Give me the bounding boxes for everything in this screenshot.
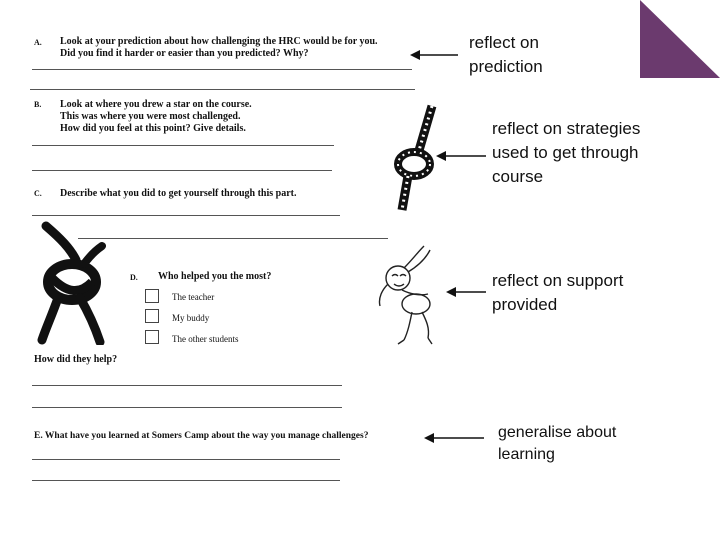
option-teacher-label: The teacher bbox=[172, 292, 215, 302]
callout-text: reflect on bbox=[469, 33, 539, 52]
section-d-question: Who helped you the most? bbox=[158, 271, 272, 282]
checkbox-buddy[interactable] bbox=[145, 309, 159, 323]
section-d-follow-up: How did they help? bbox=[34, 354, 118, 365]
rope-knot-icon bbox=[392, 102, 442, 214]
answer-line bbox=[32, 69, 412, 70]
arrow-left-icon bbox=[424, 432, 486, 444]
callout-text: course bbox=[492, 167, 544, 186]
answer-line bbox=[32, 407, 342, 408]
arrow-left-icon bbox=[410, 49, 460, 61]
section-b-question-line-3: How did you feel at this point? Give details. bbox=[60, 123, 246, 134]
answer-line bbox=[30, 89, 415, 90]
callout-generalise bbox=[498, 422, 616, 466]
section-a-question-line-1: Look at your prediction about how challenging the HRC would be for you. bbox=[60, 36, 378, 47]
section-b-letter: B. bbox=[34, 100, 42, 109]
section-c-question: Describe what you did to get yourself through this part. bbox=[60, 188, 297, 199]
answer-line bbox=[32, 145, 334, 146]
knot-icon bbox=[32, 220, 110, 345]
callout-text: used to get through bbox=[492, 143, 639, 162]
section-a-question-line-2: Did you find it harder or easier than you predicted? Why? bbox=[60, 48, 309, 59]
corner-triangle-decoration bbox=[640, 0, 720, 78]
answer-line bbox=[32, 385, 342, 386]
arrow-left-icon bbox=[436, 150, 488, 162]
checkbox-other-students[interactable] bbox=[145, 330, 159, 344]
answer-line bbox=[32, 480, 340, 481]
option-other-students-label: The other students bbox=[172, 334, 239, 344]
checkbox-teacher[interactable] bbox=[145, 289, 159, 303]
callout-strategies bbox=[492, 117, 640, 189]
callout-text: reflect on strategies bbox=[492, 119, 641, 138]
section-d-letter: D. bbox=[130, 273, 138, 282]
option-buddy-label: My buddy bbox=[172, 313, 210, 323]
callout-prediction bbox=[469, 31, 543, 79]
section-e-question: E. What have you learned at Somers Camp about the way you manage challenges? bbox=[34, 431, 369, 441]
arrow-left-icon bbox=[446, 286, 488, 298]
climber-icon bbox=[368, 240, 448, 350]
section-c-letter: C. bbox=[34, 189, 42, 198]
answer-line bbox=[32, 170, 332, 171]
callout-text: learning bbox=[498, 446, 555, 463]
callout-text: reflect on support bbox=[492, 271, 624, 290]
callout-text: prediction bbox=[469, 57, 543, 76]
callout-text: provided bbox=[492, 295, 558, 314]
answer-line bbox=[32, 215, 340, 216]
section-b-question-line-2: This was where you were most challenged. bbox=[60, 111, 241, 122]
section-b-question-line-1: Look at where you drew a star on the course. bbox=[60, 99, 252, 110]
callout-text: generalise about bbox=[498, 424, 617, 441]
callout-support bbox=[492, 269, 623, 317]
answer-line bbox=[78, 238, 388, 239]
answer-line bbox=[32, 459, 340, 460]
section-a-letter: A. bbox=[34, 38, 42, 47]
